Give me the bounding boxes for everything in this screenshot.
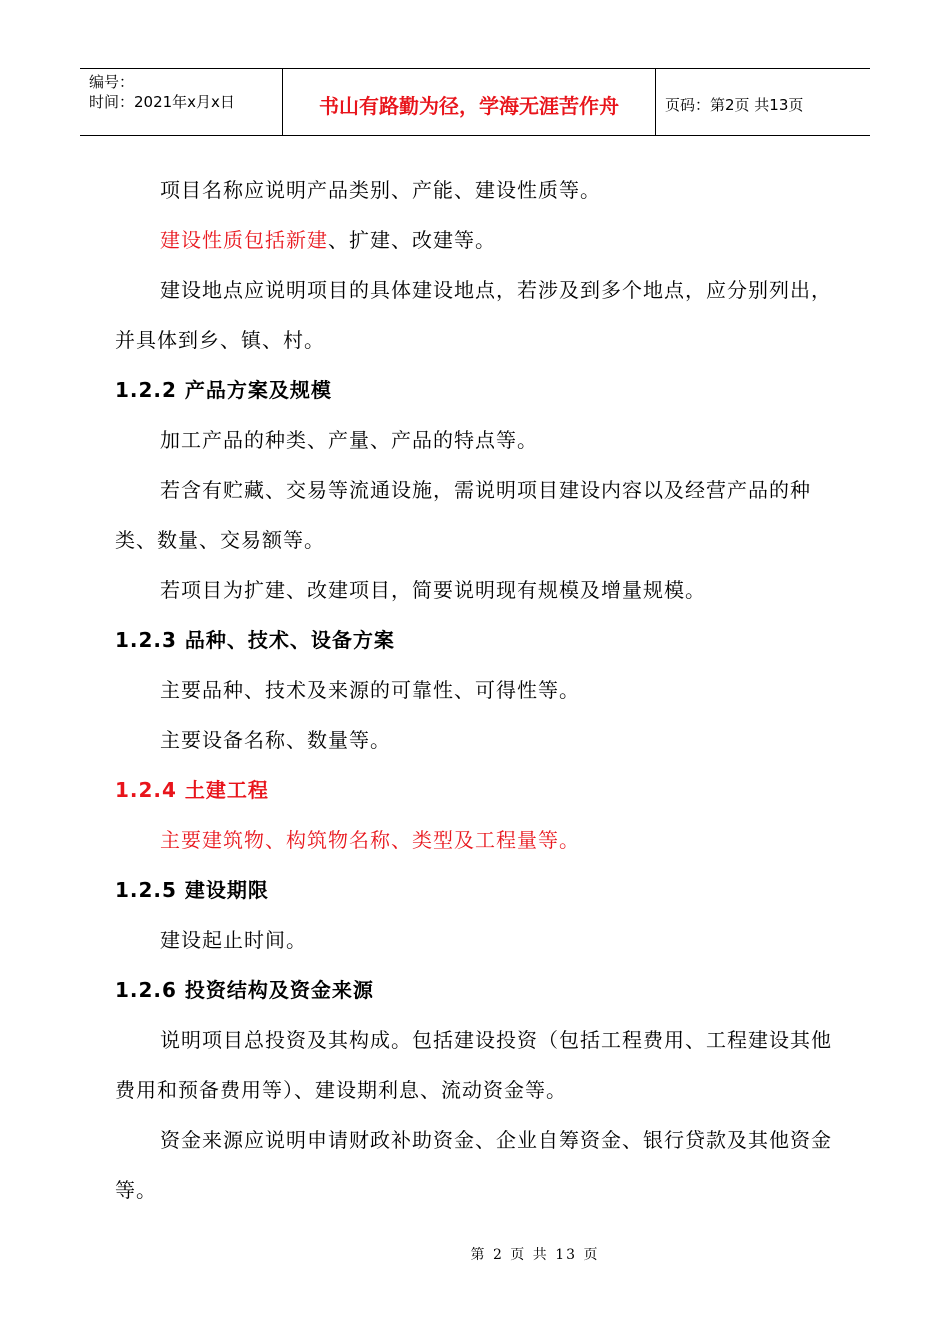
- section-heading-1-2-4: 1.2.4 土建工程: [115, 778, 269, 802]
- paragraph: 主要品种、技术及来源的可靠性、可得性等。: [160, 678, 580, 702]
- page-footer: 第 2 页 共 13 页: [470, 1247, 600, 1263]
- page-header: [80, 68, 870, 136]
- paragraph: 项目名称应说明产品类别、产能、建设性质等。: [160, 178, 601, 202]
- header-meta-cell: [80, 69, 283, 135]
- section-heading-1-2-5: 1.2.5 建设期限: [115, 878, 269, 902]
- paragraph: 说明项目总投资及其构成。包括建设投资（包括工程费用、工程建设其他费用和预备费用等）、建设期利息、流动资金等。: [115, 1028, 832, 1102]
- section-heading-1-2-3: 1.2.3 品种、技术、设备方案: [115, 628, 395, 652]
- header-motto: 书山有路勤为径，学海无涯苦作舟: [283, 69, 656, 135]
- highlighted-text: 建设性质包括新建: [160, 228, 328, 252]
- paragraph-text: 、扩建、改建等。: [328, 228, 496, 252]
- paragraph: 建设起止时间。: [160, 928, 307, 952]
- document-body: [115, 165, 837, 1215]
- header-page-info: 页码：第2页 共13页: [665, 95, 804, 114]
- paragraph: 加工产品的种类、产量、产品的特点等。: [160, 428, 538, 452]
- paragraph-highlighted: 主要建筑物、构筑物名称、类型及工程量等。: [160, 828, 580, 852]
- section-heading-1-2-6: 1.2.6 投资结构及资金来源: [115, 978, 374, 1002]
- paragraph: [115, 215, 837, 265]
- section-heading-1-2-2: 1.2.2 产品方案及规模: [115, 378, 332, 402]
- paragraph: 若含有贮藏、交易等流通设施，需说明项目建设内容以及经营产品的种类、数量、交易额等。: [115, 478, 811, 552]
- document-date: 时间：2021年x月x日: [89, 93, 235, 111]
- paragraph: 资金来源应说明申请财政补助资金、企业自筹资金、银行贷款及其他资金等。: [115, 1128, 832, 1202]
- paragraph: 建设地点应说明项目的具体建设地点，若涉及到多个地点，应分别列出，并具体到乡、镇、村。: [115, 278, 832, 352]
- paragraph: 主要设备名称、数量等。: [160, 728, 391, 752]
- paragraph: 若项目为扩建、改建项目，简要说明现有规模及增量规模。: [160, 578, 706, 602]
- document-number-label: 编号：: [89, 73, 135, 91]
